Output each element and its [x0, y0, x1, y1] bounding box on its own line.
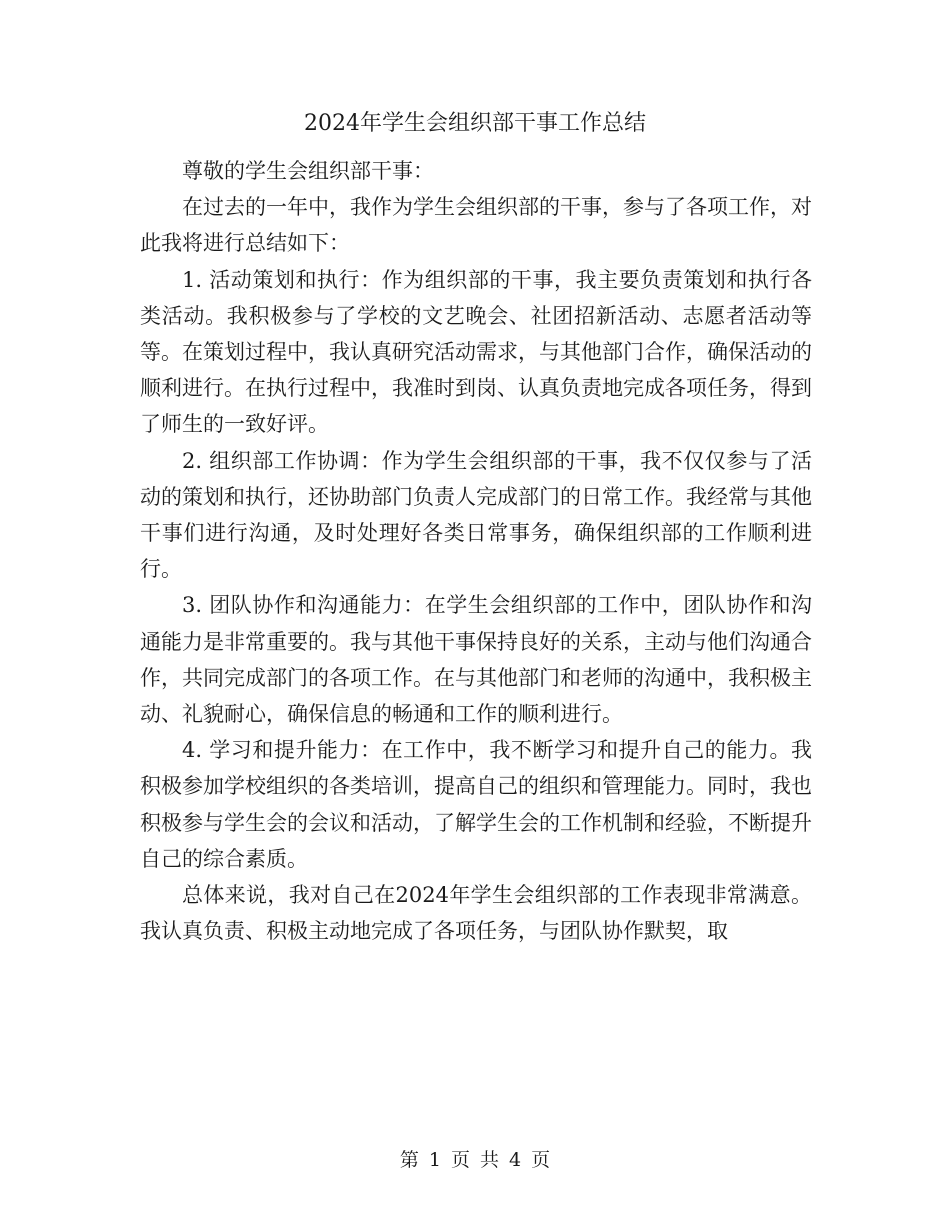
- document-body: [140, 153, 812, 949]
- activity-planning-paragraph: 1. 活动策划和执行：作为组织部的干事，我主要负责策划和执行各类活动。我积极参与了学校的文艺晚会、社团招新活动、志愿者活动等等。在策划过程中，我认真研究活动需求，与其他部门合作，确保活动的顺利进行。在执行过程中，我准时到岗、认真负责地完成各项任务，得到了师生的一致好评。: [140, 267, 812, 437]
- document-title: 2024年学生会组织部干事工作总结: [304, 111, 646, 136]
- salutation-paragraph: 尊敬的学生会组织部干事：: [182, 159, 434, 183]
- summary-paragraph: 总体来说，我对自己在2024年学生会组织部的工作表现非常满意。我认真负责、积极主动地完成了各项任务，与团队协作默契，取: [140, 883, 812, 944]
- page-number-footer: 第 1 页 共 4 页: [399, 1149, 551, 1171]
- coordination-paragraph: 2. 组织部工作协调：作为学生会组织部的干事，我不仅仅参与了活动的策划和执行，还协助部门负责人完成部门的日常工作。我经常与其他干事们进行沟通，及时处理好各类日常事务，确保组织部的工作顺利进行。: [140, 448, 812, 582]
- intro-paragraph: 在过去的一年中，我作为学生会组织部的干事，参与了各项工作，对此我将进行总结如下：: [140, 195, 812, 256]
- teamwork-paragraph: 3. 团队协作和沟通能力：在学生会组织部的工作中，团队协作和沟通能力是非常重要的。我与其他干事保持良好的关系，主动与他们沟通合作，共同完成部门的各项工作。在与其他部门和老师的沟通中，我积极主动、礼貌耐心，确保信息的畅通和工作的顺利进行。: [140, 593, 812, 727]
- learning-paragraph: 4. 学习和提升能力：在工作中，我不断学习和提升自己的能力。我积极参加学校组织的各类培训，提高自己的组织和管理能力。同时，我也积极参与学生会的会议和活动，了解学生会的工作机制和经验，不断提升自己的综合素质。: [140, 738, 812, 871]
